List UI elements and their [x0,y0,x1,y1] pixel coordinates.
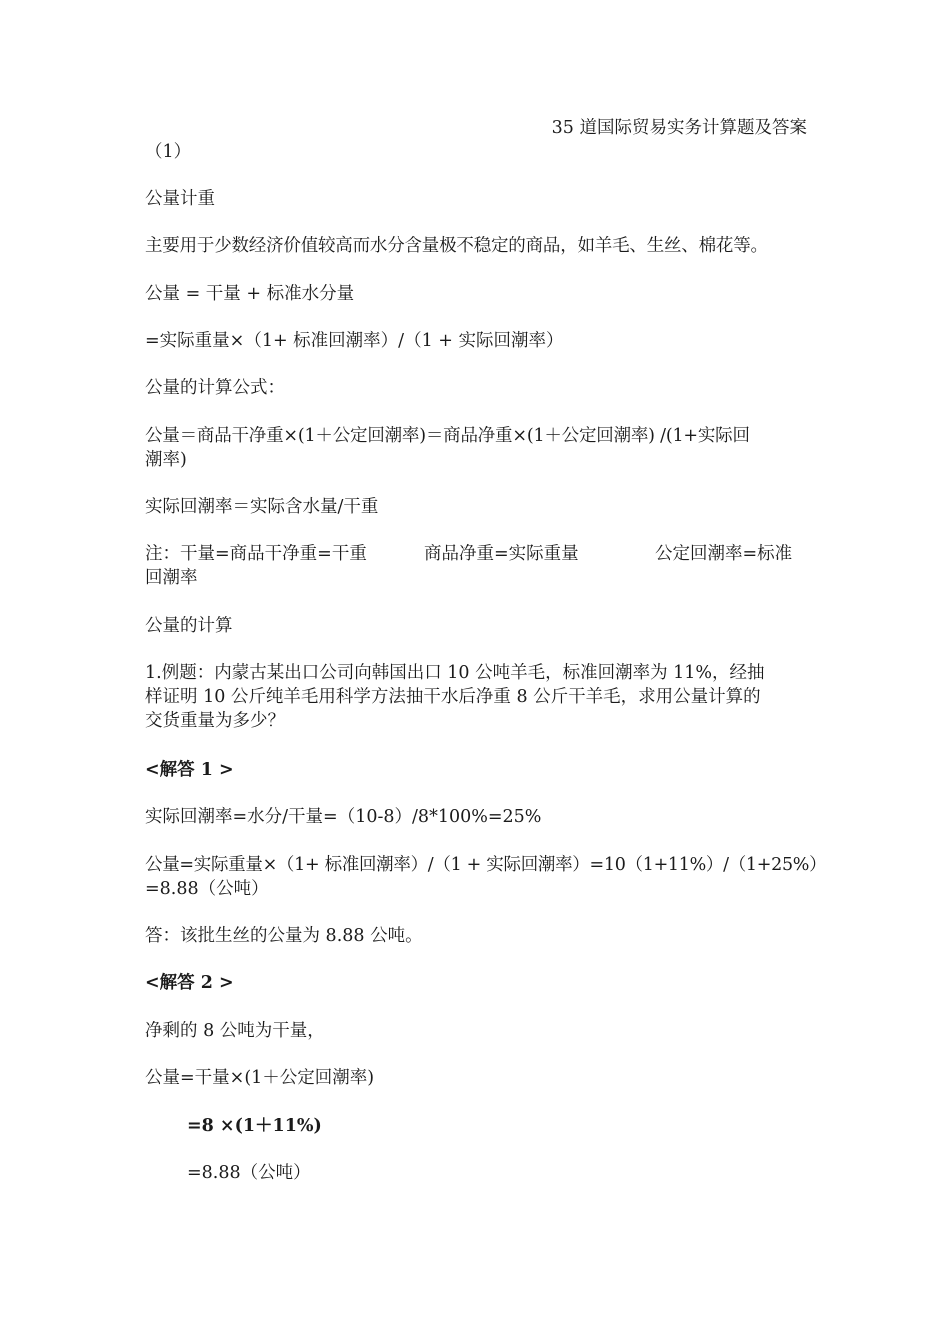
answer-2-line-3: =8 ×(1＋11%) [187,1116,322,1136]
answer-1-line-1: 实际回潮率=水分/干量=（10-8）/8*100%=25% [145,807,542,827]
note-part-c: 公定回潮率=标准 [655,544,793,564]
heading-formula: 公量的计算公式： [145,378,285,398]
answer-2-heading: <解答 2 > [145,973,234,993]
answer-2-line-4: =8.88（公吨） [187,1163,311,1183]
example-line-3: 交货重量为多少？ [145,711,285,731]
answer-1-heading: <解答 1 > [145,760,234,780]
intro-paragraph: 主要用于少数经济价值较高而水分含量极不稳定的商品，如羊毛、生丝、棉花等。 [145,236,768,256]
note-line-2: 回潮率 [145,568,198,588]
answer-1-line-2: 公量=实际重量×（1+ 标准回潮率）/（1 + 实际回潮率）=10（1+11%）/（1+25%） [145,855,827,875]
answer-1-line-3: =8.88（公吨） [145,879,269,899]
answer-2-line-2: 公量=干量×(1＋公定回潮率) [145,1068,375,1088]
formula-1: 公量 = 干量 + 标准水分量 [145,284,355,304]
heading-calculation: 公量的计算 [145,616,233,636]
answer-1-conclusion: 答：该批生丝的公量为 8.88 公吨。 [145,926,423,946]
formula-3-line-1: 公量＝商品干净重×(1＋公定回潮率)＝商品净重×(1＋公定回潮率) /(1+实际回 [145,426,750,446]
document-subtitle: （1） [145,142,192,162]
note-part-a: 注：干量=商品干净重=干重 [145,544,367,564]
formula-3-line-2: 潮率) [145,450,187,470]
note-part-b: 商品净重=实际重量 [424,544,579,564]
document-title: 35 道国际贸易实务计算题及答案 [551,118,807,138]
example-line-2: 样证明 10 公斤纯羊毛用科学方法抽干水后净重 8 公斤干羊毛，求用公量计算的 [145,687,761,707]
heading-gongliang: 公量计重 [145,189,215,209]
formula-4: 实际回潮率＝实际含水量/干重 [145,497,379,517]
answer-2-line-1: 净剩的 8 公吨为干量， [145,1021,325,1041]
formula-2: =实际重量×（1+ 标准回潮率）/（1 + 实际回潮率） [145,331,564,351]
example-line-1: 1.例题：内蒙古某出口公司向韩国出口 10 公吨羊毛，标准回潮率为 11%，经抽 [145,663,765,683]
